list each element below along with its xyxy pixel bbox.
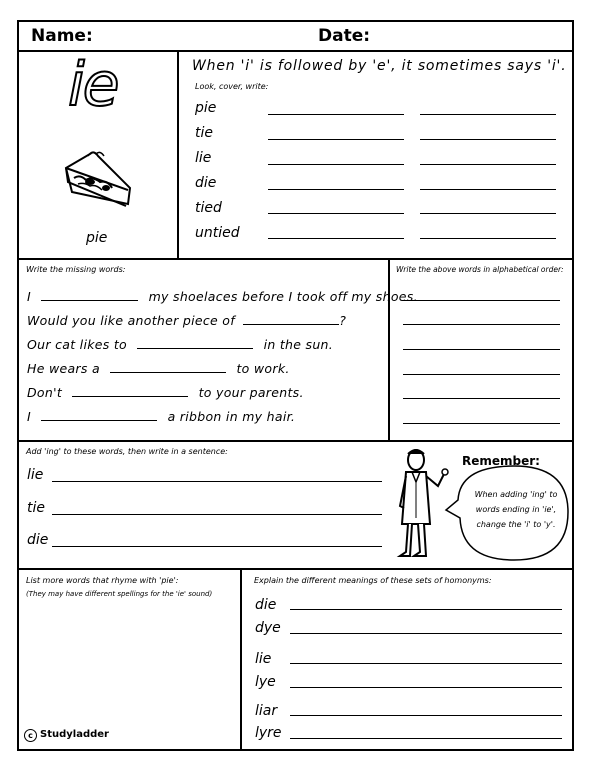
- ing-sentence-line[interactable]: [52, 546, 382, 547]
- write-line[interactable]: [420, 213, 556, 214]
- pie-icon: [60, 148, 136, 216]
- answer-blank[interactable]: [243, 314, 339, 325]
- word-lie: lie: [195, 150, 212, 166]
- divider: [240, 569, 242, 751]
- write-line[interactable]: [420, 164, 556, 165]
- remember-title: Remember:: [462, 454, 540, 468]
- alphabetical-line[interactable]: [403, 324, 560, 325]
- ing-instruction: Add 'ing' to these words, then write in a sentence:: [26, 447, 228, 456]
- homonym-line[interactable]: [290, 633, 562, 634]
- alphabetical-line[interactable]: [403, 398, 560, 399]
- homonym-line[interactable]: [290, 738, 562, 739]
- homonym-lyre: lyre: [255, 725, 282, 741]
- word-tie: tie: [195, 125, 213, 141]
- sentence-1: I my shoelaces before I took off my shoes.: [27, 289, 418, 304]
- answer-blank[interactable]: [72, 386, 188, 397]
- divider: [17, 440, 574, 442]
- divider: [17, 258, 574, 260]
- write-line[interactable]: [268, 213, 404, 214]
- homonym-line[interactable]: [290, 687, 562, 688]
- write-line[interactable]: [420, 139, 556, 140]
- answer-blank[interactable]: [137, 338, 253, 349]
- ing-word-lie: lie: [27, 467, 44, 483]
- homonym-line[interactable]: [290, 663, 562, 664]
- name-label: Name:: [31, 26, 93, 46]
- alphabetical-instruction: Write the above words in alphabetical order:: [396, 265, 564, 274]
- sentence-4: He wears a to work.: [27, 361, 290, 376]
- pattern-letters: ie: [68, 50, 118, 120]
- word-tied: tied: [195, 200, 222, 216]
- sentence-5: Don't to your parents.: [27, 385, 304, 400]
- studyladder-logo: Studyladder: [40, 729, 109, 740]
- remember-text: When adding 'ing' to words ending in 'ie', change the 'i' to 'y'.: [474, 490, 558, 529]
- rhyme-note: (They may have different spellings for the 'ie' sound): [26, 590, 213, 598]
- teacher-icon: [390, 446, 452, 560]
- write-line[interactable]: [268, 238, 404, 239]
- alphabetical-line[interactable]: [403, 374, 560, 375]
- rhyme-instruction: List more words that rhyme with 'pie':: [26, 576, 179, 585]
- sentence-2: Would you like another piece of ?: [27, 313, 347, 328]
- homonym-lie: lie: [255, 651, 272, 667]
- ing-sentence-line[interactable]: [52, 481, 382, 482]
- divider: [388, 259, 390, 441]
- write-line[interactable]: [268, 189, 404, 190]
- copyright-icon: c: [24, 729, 37, 742]
- alphabetical-line[interactable]: [403, 349, 560, 350]
- answer-blank[interactable]: [41, 410, 157, 421]
- header-box: [17, 20, 574, 52]
- sentence-6: I a ribbon in my hair.: [27, 409, 296, 424]
- homonym-lye: lye: [255, 674, 276, 690]
- write-line[interactable]: [420, 189, 556, 190]
- ing-word-die: die: [27, 532, 49, 548]
- word-untied: untied: [195, 225, 240, 241]
- write-line[interactable]: [420, 114, 556, 115]
- pie-caption: pie: [86, 230, 108, 246]
- homonym-line[interactable]: [290, 715, 562, 716]
- divider: [177, 50, 179, 259]
- homonym-die: die: [255, 597, 277, 613]
- date-label: Date:: [318, 26, 371, 46]
- answer-blank[interactable]: [110, 362, 226, 373]
- word-die: die: [195, 175, 217, 191]
- write-line[interactable]: [268, 114, 404, 115]
- sentence-3: Our cat likes to in the sun.: [27, 337, 334, 352]
- write-line[interactable]: [420, 238, 556, 239]
- write-line[interactable]: [268, 164, 404, 165]
- alphabetical-line[interactable]: [403, 423, 560, 424]
- homonym-dye: dye: [255, 620, 281, 636]
- homonyms-instruction: Explain the different meanings of these sets of homonyms:: [254, 576, 492, 585]
- rule-text: When 'i' is followed by 'e', it sometimes says 'i'.: [192, 58, 567, 74]
- divider: [17, 568, 574, 570]
- missing-words-instruction: Write the missing words:: [26, 265, 126, 274]
- ing-sentence-line[interactable]: [52, 514, 382, 515]
- look-cover-write-label: Look, cover, write:: [195, 82, 269, 91]
- write-line[interactable]: [268, 139, 404, 140]
- answer-blank[interactable]: [41, 290, 138, 301]
- homonym-liar: liar: [255, 703, 278, 719]
- ing-word-tie: tie: [27, 500, 45, 516]
- word-pie: pie: [195, 100, 217, 116]
- alphabetical-line[interactable]: [403, 300, 560, 301]
- homonym-line[interactable]: [290, 609, 562, 610]
